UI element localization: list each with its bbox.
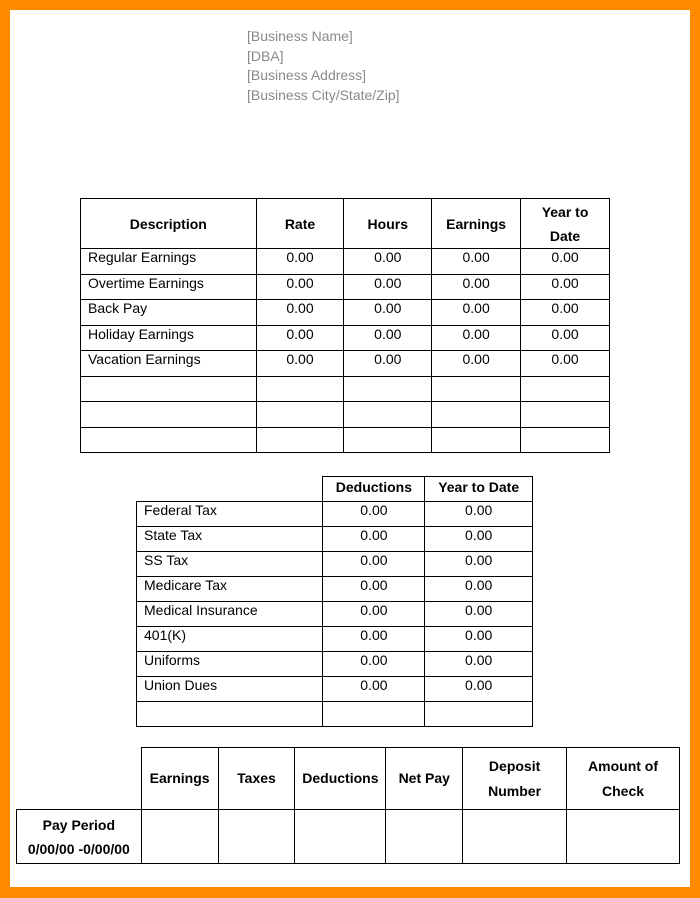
- earnings-cell-rate: [256, 402, 344, 428]
- deductions-cell-amount: 0.00: [323, 602, 425, 627]
- earnings-row: [81, 300, 610, 326]
- deductions-row: [137, 502, 533, 527]
- pay-header-deductions: Deductions: [295, 748, 386, 810]
- earnings-row: [81, 351, 610, 377]
- earnings-cell-ytd: [521, 427, 610, 453]
- earnings-cell-hours: 0.00: [344, 325, 432, 351]
- earnings-cell-earnings: [432, 376, 521, 402]
- pay-header-taxes: Taxes: [218, 748, 295, 810]
- pay-period-value: 0/00/00 -0/00/00: [27, 840, 130, 857]
- earnings-header-earnings: Earnings: [432, 199, 521, 249]
- earnings-header-hours: Hours: [344, 199, 432, 249]
- earnings-cell-rate: 0.00: [256, 300, 344, 326]
- earnings-header-row: [81, 199, 610, 249]
- deductions-row: [137, 552, 533, 577]
- deductions-cell-item: 401(K): [137, 627, 323, 652]
- earnings-cell-hours: 0.00: [344, 249, 432, 275]
- deductions-cell-amount: 0.00: [323, 652, 425, 677]
- earnings-cell-description: [81, 427, 257, 453]
- earnings-header-rate: Rate: [256, 199, 344, 249]
- deductions-cell-ytd: 0.00: [425, 577, 533, 602]
- deductions-header-deductions: Deductions: [323, 477, 425, 502]
- earnings-cell-earnings: [432, 402, 521, 428]
- deductions-cell-amount: 0.00: [323, 552, 425, 577]
- pay-summary-table: [16, 747, 680, 864]
- earnings-cell-description: [81, 376, 257, 402]
- deductions-cell-item: Union Dues: [137, 677, 323, 702]
- pay-header-net-pay: Net Pay: [386, 748, 463, 810]
- deductions-header-row: [137, 477, 533, 502]
- earnings-cell-earnings: 0.00: [432, 249, 521, 275]
- deductions-table: [136, 476, 533, 727]
- pay-header-amount-of-check: Amount of Check: [567, 748, 680, 810]
- earnings-cell-hours: 0.00: [344, 274, 432, 300]
- pay-value-amount-of-check: [567, 810, 680, 864]
- deductions-cell-ytd: 0.00: [425, 552, 533, 577]
- earnings-cell-ytd: 0.00: [521, 351, 610, 377]
- earnings-row: [81, 325, 610, 351]
- deductions-cell-item: Medicare Tax: [137, 577, 323, 602]
- earnings-header-ytd: Year to Date: [521, 199, 610, 249]
- deductions-cell-amount: [323, 702, 425, 727]
- pay-period-cell: [17, 810, 142, 864]
- earnings-cell-description: Overtime Earnings: [81, 274, 257, 300]
- deductions-cell-amount: 0.00: [323, 677, 425, 702]
- pay-value-deposit-number: [463, 810, 567, 864]
- earnings-cell-ytd: [521, 376, 610, 402]
- earnings-row: [81, 402, 610, 428]
- business-address: [Business Address]: [247, 67, 367, 83]
- business-dba: [DBA]: [247, 47, 284, 64]
- deductions-cell-item: [137, 702, 323, 727]
- deductions-cell-ytd: 0.00: [425, 627, 533, 652]
- earnings-cell-hours: [344, 376, 432, 402]
- earnings-cell-ytd: 0.00: [521, 300, 610, 326]
- deductions-cell-ytd: 0.00: [425, 502, 533, 527]
- earnings-cell-earnings: 0.00: [432, 325, 521, 351]
- deductions-cell-item: State Tax: [137, 527, 323, 552]
- deductions-cell-ytd: 0.00: [425, 602, 533, 627]
- earnings-row: [81, 427, 610, 453]
- earnings-cell-ytd: 0.00: [521, 249, 610, 275]
- earnings-header-description: Description: [81, 199, 257, 249]
- earnings-row: [81, 274, 610, 300]
- deductions-cell-ytd: 0.00: [425, 677, 533, 702]
- earnings-cell-description: [81, 402, 257, 428]
- deductions-row: [137, 677, 533, 702]
- deductions-row: [137, 577, 533, 602]
- earnings-cell-earnings: 0.00: [432, 274, 521, 300]
- earnings-cell-rate: [256, 427, 344, 453]
- deductions-cell-item: Federal Tax: [137, 502, 323, 527]
- deductions-header-blank: [137, 477, 323, 502]
- business-name: [Business Name]: [247, 28, 353, 44]
- earnings-table: [80, 198, 610, 453]
- earnings-cell-ytd: [521, 402, 610, 428]
- earnings-cell-rate: 0.00: [256, 351, 344, 377]
- pay-value-taxes: [218, 810, 295, 864]
- business-info: [247, 27, 400, 105]
- deductions-row: [137, 602, 533, 627]
- deductions-row: [137, 702, 533, 727]
- pay-value-net-pay: [386, 810, 463, 864]
- deductions-cell-item: Medical Insurance: [137, 602, 323, 627]
- earnings-cell-hours: 0.00: [344, 351, 432, 377]
- deductions-cell-amount: 0.00: [323, 577, 425, 602]
- earnings-cell-ytd: 0.00: [521, 325, 610, 351]
- pay-value-deductions: [295, 810, 386, 864]
- earnings-cell-description: Vacation Earnings: [81, 351, 257, 377]
- earnings-cell-ytd: 0.00: [521, 274, 610, 300]
- deductions-row: [137, 527, 533, 552]
- pay-summary-header-blank: [17, 748, 142, 810]
- deductions-row: [137, 627, 533, 652]
- earnings-cell-earnings: [432, 427, 521, 453]
- pay-header-deposit-number: Deposit Number: [463, 748, 567, 810]
- earnings-cell-hours: 0.00: [344, 300, 432, 326]
- pay-period-row: [17, 810, 680, 864]
- deductions-cell-ytd: [425, 702, 533, 727]
- pay-stub-page: [10, 10, 690, 887]
- pay-period-label: Pay Period: [42, 816, 116, 833]
- deductions-header-ytd: Year to Date: [425, 477, 533, 502]
- earnings-cell-earnings: 0.00: [432, 300, 521, 326]
- earnings-cell-rate: 0.00: [256, 249, 344, 275]
- earnings-cell-rate: 0.00: [256, 325, 344, 351]
- earnings-cell-earnings: 0.00: [432, 351, 521, 377]
- earnings-cell-description: Back Pay: [81, 300, 257, 326]
- earnings-cell-hours: [344, 427, 432, 453]
- deductions-cell-item: SS Tax: [137, 552, 323, 577]
- deductions-row: [137, 652, 533, 677]
- deductions-cell-ytd: 0.00: [425, 652, 533, 677]
- earnings-cell-description: Regular Earnings: [81, 249, 257, 275]
- earnings-cell-rate: [256, 376, 344, 402]
- earnings-cell-description: Holiday Earnings: [81, 325, 257, 351]
- earnings-cell-hours: [344, 402, 432, 428]
- deductions-cell-amount: 0.00: [323, 527, 425, 552]
- deductions-cell-amount: 0.00: [323, 502, 425, 527]
- deductions-cell-item: Uniforms: [137, 652, 323, 677]
- deductions-cell-amount: 0.00: [323, 627, 425, 652]
- earnings-row: [81, 249, 610, 275]
- earnings-cell-rate: 0.00: [256, 274, 344, 300]
- earnings-row: [81, 376, 610, 402]
- deductions-cell-ytd: 0.00: [425, 527, 533, 552]
- pay-summary-header-row: [17, 748, 680, 810]
- pay-value-earnings: [141, 810, 218, 864]
- business-city-state-zip: [Business City/State/Zip]: [247, 86, 400, 103]
- pay-header-earnings: Earnings: [141, 748, 218, 810]
